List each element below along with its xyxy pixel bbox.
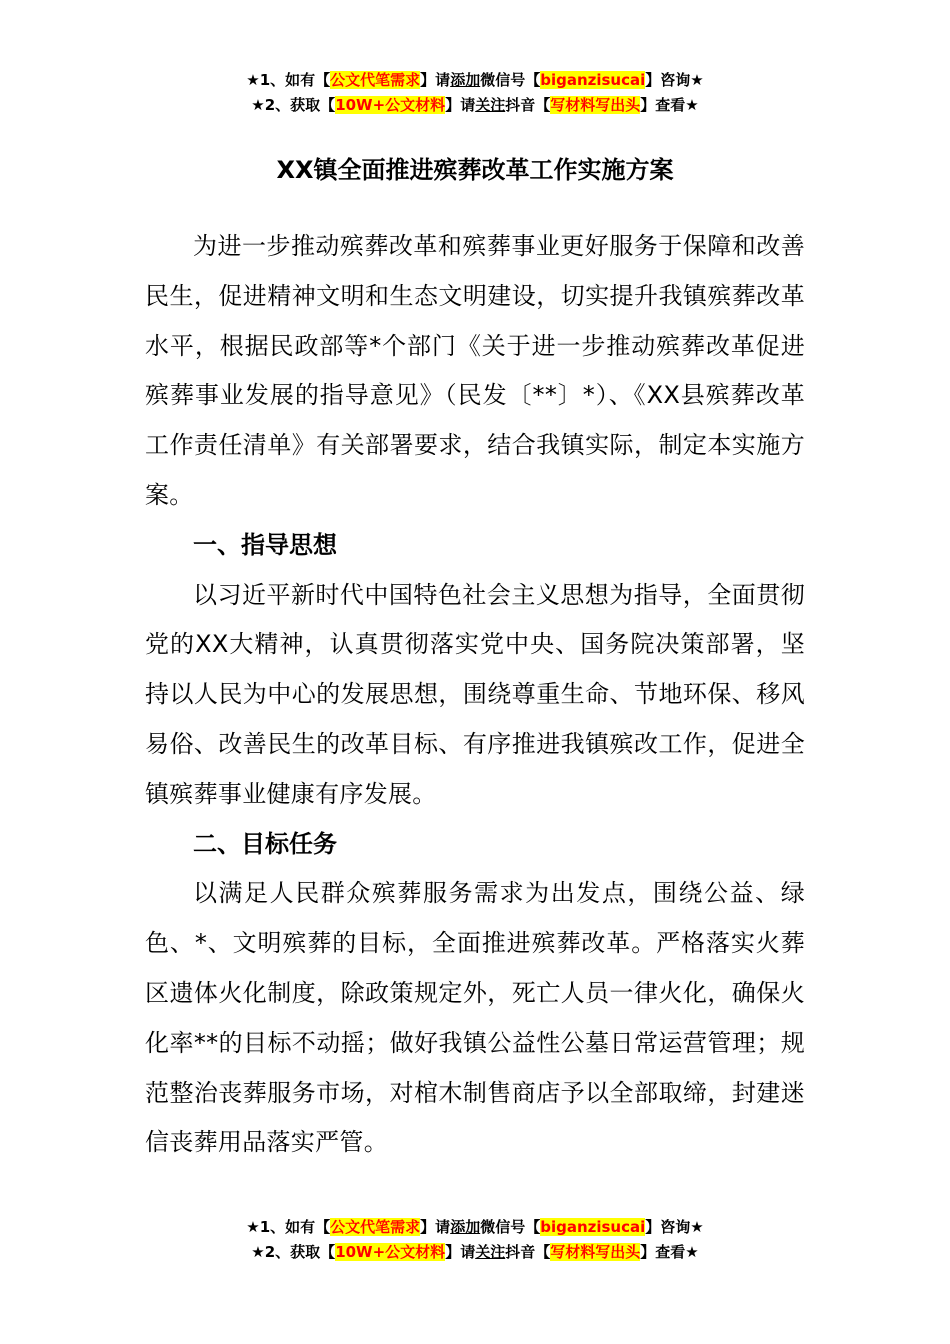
banner-text: ★1、如有【 <box>246 1218 331 1236</box>
banner-text: 微信号【 <box>480 1218 541 1236</box>
highlight-text: biganzisucai <box>540 71 646 89</box>
banner-text: 抖音【 <box>505 1243 551 1261</box>
section-body-goals: 以满足人民群众殡葬服务需求为出发点，围绕公益、绿色、*、文明殡葬的目标，全面推进殡葬改革。严格落实火葬区遗体火化制度，除政策规定外，死亡人员一律火化，确保火化率**的目标不动摇；做好我镇公益性公墓日常运营管理；规范整治丧葬服务市场，对棺木制售商店予以全部取缔，封建迷信丧葬用品落实严管。 <box>145 879 805 1157</box>
banner-text: 】请 <box>420 71 451 89</box>
banner-text: 】查看★ <box>640 96 699 114</box>
highlight-text: 公文代笔需求 <box>330 1218 421 1236</box>
banner-text: 】查看★ <box>640 1243 699 1261</box>
banner-line-2 <box>0 93 950 118</box>
banner-line-1 <box>0 1215 950 1240</box>
section-body-guiding-thought: 以习近平新时代中国特色社会主义思想为指导，全面贯彻党的XX大精神，认真贯彻落实党中央、国务院决策部署，坚持以人民为中心的发展思想，围绕尊重生命、节地环保、移风易俗、改善民生的改革目标、有序推进我镇殡改工作，促进全镇殡葬事业健康有序发展。 <box>145 580 805 808</box>
footer-banner <box>0 1215 950 1265</box>
banner-text: 】咨询★ <box>645 71 704 89</box>
banner-text: 】请 <box>445 1243 476 1261</box>
highlight-text: 写材料写出头 <box>550 1243 641 1261</box>
banner-line-1 <box>0 68 950 93</box>
banner-text: 】请 <box>445 96 476 114</box>
banner-text: ★2、获取【 <box>251 96 336 114</box>
highlight-text: 写材料写出头 <box>550 96 641 114</box>
highlight-text: biganzisucai <box>540 1218 646 1236</box>
underlined-text: 关注 <box>475 1243 506 1261</box>
highlight-text: 10W+公文材料 <box>335 96 446 114</box>
header-banner <box>0 68 950 118</box>
underlined-text: 添加 <box>450 1218 481 1236</box>
banner-line-2 <box>0 1240 950 1265</box>
underlined-text: 关注 <box>475 96 506 114</box>
underlined-text: 添加 <box>450 71 481 89</box>
banner-text: 】咨询★ <box>645 1218 704 1236</box>
section-heading-goals: 二、目标任务 <box>193 829 337 858</box>
banner-text: ★1、如有【 <box>246 71 331 89</box>
intro-paragraph: 为进一步推动殡葬改革和殡葬事业更好服务于保障和改善民生，促进精神文明和生态文明建设，切实提升我镇殡葬改革水平，根据民政部等*个部门《关于进一步推动殡葬改革促进殡葬事业发展的指导意见》（民发〔**〕*）、《XX县殡葬改革工作责任清单》有关部署要求，结合我镇实际，制定本实施方案。 <box>145 232 805 509</box>
banner-text: 微信号【 <box>480 71 541 89</box>
document-title: XX镇全面推进殡葬改革工作实施方案 <box>276 156 674 184</box>
banner-text: 抖音【 <box>505 96 551 114</box>
document-body <box>145 222 805 1168</box>
highlight-text: 10W+公文材料 <box>335 1243 446 1261</box>
banner-text: ★2、获取【 <box>251 1243 336 1261</box>
section-heading-guiding-thought: 一、指导思想 <box>193 530 337 559</box>
highlight-text: 公文代笔需求 <box>330 71 421 89</box>
banner-text: 】请 <box>420 1218 451 1236</box>
